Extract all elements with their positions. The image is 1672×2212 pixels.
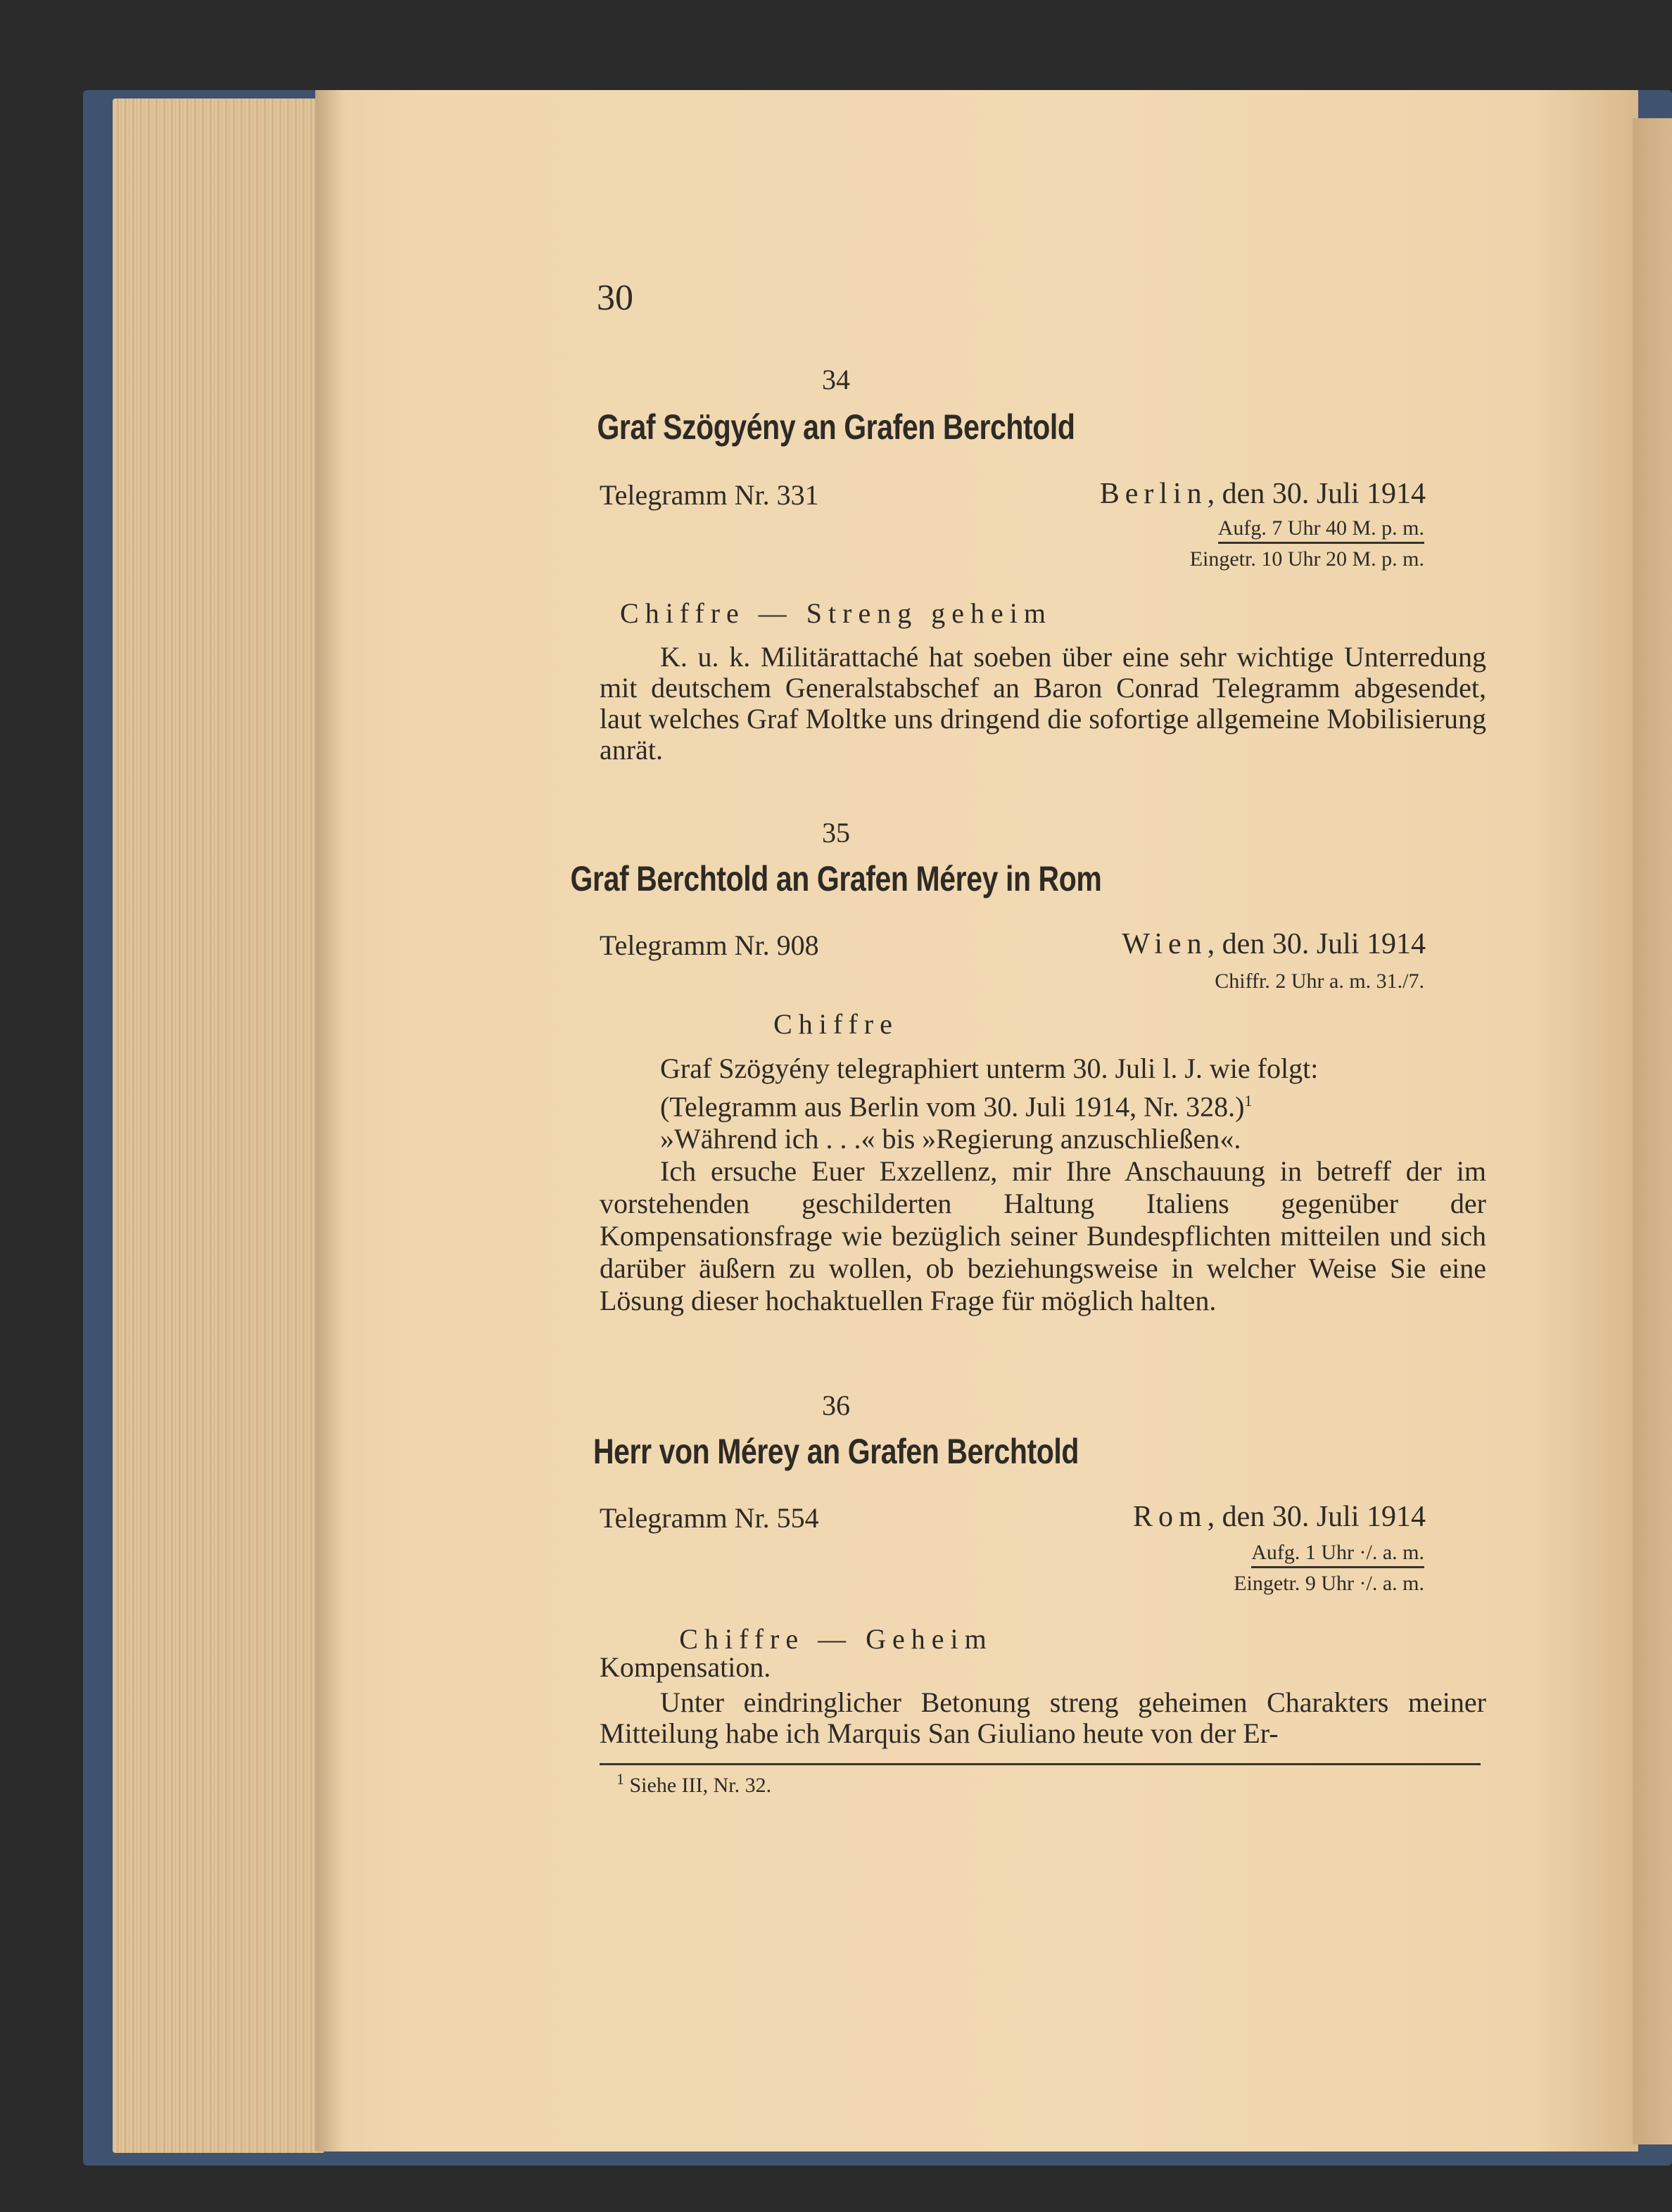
telegram-date: , den 30. Juli 1914 — [1207, 1501, 1426, 1533]
document-body — [600, 642, 1486, 765]
telegram-place-date — [1122, 927, 1426, 961]
document-title: Graf Berchtold an Grafen Mérey in Rom — [570, 859, 1102, 898]
telegram-date: , den 30. Juli 1914 — [1207, 478, 1426, 510]
page-gutter-shadow — [315, 90, 343, 2151]
telegram-date: , den 30. Juli 1914 — [1207, 928, 1426, 960]
next-page-edge — [1633, 118, 1672, 2144]
document-number: 34 — [822, 364, 850, 395]
timing-received: Eingetr. 9 Uhr ·/. a. m. — [1234, 1572, 1424, 1595]
footnote-mark: 1 — [616, 1770, 624, 1788]
footnote — [616, 1770, 771, 1798]
document-number: 35 — [822, 817, 850, 848]
footnote-reference: 1 — [1244, 1092, 1253, 1110]
body-paragraph: Kompensation. — [600, 1651, 771, 1683]
body-paragraph — [600, 1085, 1486, 1123]
cipher-note: Chiffre — [773, 1008, 899, 1040]
cipher-note: Chiffre — Streng geheim — [620, 597, 1052, 629]
timing-received: Eingetr. 10 Uhr 20 M. p. m. — [1189, 547, 1424, 571]
document-title: Herr von Mérey an Grafen Berchtold — [593, 1432, 1079, 1471]
document-body — [600, 1053, 1486, 1317]
body-paragraph: K. u. k. Militärattaché hat soeben über eine sehr wichtige Unterredung mit deutschem Generalstabschef an Baron Conrad Telegramm abgesendet, laut welches Graf Moltke uns dringend die sofortige allgemeine Mobilisierung anrät. — [600, 641, 1486, 765]
timing-cipher: Chiffr. 2 Uhr a. m. 31./7. — [1215, 970, 1424, 993]
footnote-text: Siehe III, Nr. 32. — [629, 1774, 772, 1797]
document-body — [600, 1652, 1486, 1749]
timing-dispatched: Aufg. 7 Uhr 40 M. p. m. — [1218, 516, 1424, 544]
telegram-place: Rom — [1132, 1501, 1208, 1533]
telegram-number: Telegramm Nr. 331 — [600, 479, 819, 511]
timing-dispatched: Aufg. 1 Uhr ·/. a. m. — [1251, 1541, 1424, 1568]
telegram-place: Berlin — [1099, 478, 1208, 510]
body-paragraph: Graf Szögyény telegraphiert unterm 30. Juli l. J. wie folgt: — [660, 1053, 1319, 1084]
page-number: 30 — [597, 278, 633, 318]
telegram-number: Telegramm Nr. 908 — [600, 929, 819, 961]
body-paragraph: Ich ersuche Euer Exzellenz, mir Ihre Anschauung in betreff der im vorstehenden geschilderten Haltung Italiens gegenüber der Kompensationsfrage wie bezüglich seiner Bundespflichten mitteilen und sich darüber äußern zu wollen, ob beziehungsweise in welcher Weise Sie eine Lösung dieser hochaktuellen Frage für möglich halten. — [600, 1155, 1486, 1317]
telegram-place-date — [1100, 477, 1426, 511]
telegram-number: Telegramm Nr. 554 — [600, 1502, 819, 1534]
body-paragraph: Unter eindringlicher Betonung streng geheimen Charakters meiner Mitteilung habe ich Marquis San Giuliano heute von der Er- — [600, 1686, 1486, 1749]
footnote-rule — [600, 1763, 1481, 1765]
cipher-note: Chiffre — Geheim — [679, 1623, 993, 1655]
body-paragraph-text: (Telegramm aus Berlin vom 30. Juli 1914, Nr. 328.) — [660, 1091, 1245, 1123]
telegram-place: Wien — [1122, 928, 1208, 960]
document-number: 36 — [822, 1390, 850, 1421]
telegram-place-date — [1133, 1500, 1426, 1534]
document-title: Graf Szögyény an Grafen Berchtold — [597, 407, 1075, 447]
body-paragraph: »Während ich . . .« bis »Regierung anzuschließen«. — [660, 1123, 1241, 1155]
